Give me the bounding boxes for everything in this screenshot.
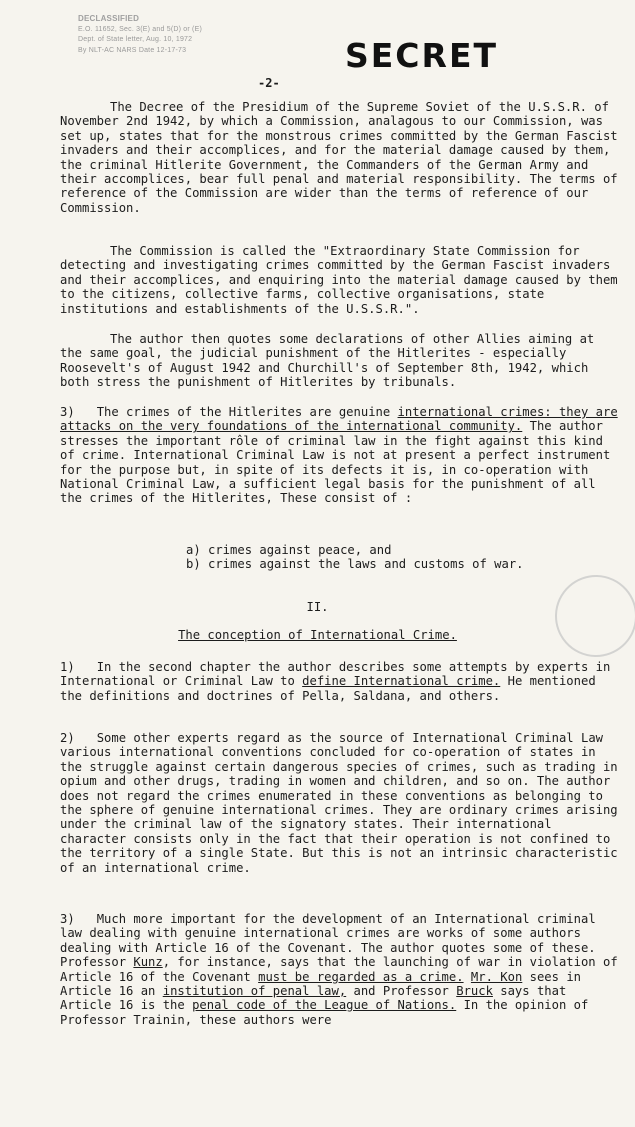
underlined-text: Kunz bbox=[133, 955, 163, 970]
paragraph-text: says that Article 16 is the bbox=[60, 984, 567, 1013]
underlined-text: Bruck bbox=[456, 984, 493, 999]
paragraph-text: The author then quotes some declarations of other Allies aiming at the same goal, the judicial punishment of the Hitlerites - especially Roosevelt's of August 1942 and Churchill's of September 8th, 1942, which both stress the punishment of Hitlerites by tribunals. bbox=[60, 332, 595, 390]
paragraph-number: 3) bbox=[60, 405, 75, 419]
paragraph-text bbox=[464, 970, 471, 984]
paragraph-number: 1) bbox=[60, 660, 75, 674]
paragraph-text: The crimes of the Hitlerites are genuine bbox=[96, 405, 398, 419]
paragraph-text: Much more important for the development of an International criminal law dealing with genuine international crimes are works of some authors dealing with Article 16 of the Covenant. The author quotes some of these. Professor bbox=[60, 912, 596, 970]
paragraph-text: and Professor bbox=[346, 984, 457, 999]
section-paragraph-1 bbox=[60, 660, 620, 703]
classification-stamp: SECRET bbox=[345, 36, 498, 75]
underlined-text: define International crime. bbox=[302, 674, 501, 689]
section-title: The conception of International Crime. bbox=[178, 628, 457, 642]
archive-seal-stamp bbox=[543, 563, 635, 668]
paragraph-text: The Commission is called the "Extraordinary State Commission for detecting and investigating crimes committed by the German Fascist invaders and their accomplices, and enquiring into the material damage caused by them to the citizens, collective farms, collective organisations, state institutions and establishments of the U.S.S.R.". bbox=[60, 244, 618, 316]
underlined-text: international crimes: they are attacks on the very foundations of the international community. bbox=[60, 405, 618, 434]
section-paragraph-3 bbox=[60, 912, 620, 1027]
declassification-stamp bbox=[78, 14, 202, 56]
crime-list bbox=[186, 543, 524, 572]
paragraph-number: 3) bbox=[60, 912, 75, 926]
paragraph bbox=[60, 244, 620, 316]
paragraph-text: sees in Article 16 an bbox=[60, 969, 581, 999]
paragraph-text: He mentioned the definitions and doctrines of Pella, Saldana, and others. bbox=[60, 674, 596, 703]
section-number: II. bbox=[306, 600, 329, 614]
page-number: -2- bbox=[258, 76, 280, 90]
underlined-text: Mr. Kon bbox=[470, 969, 523, 984]
list-item: a) crimes against peace, and bbox=[186, 543, 392, 557]
list-item: b) crimes against the laws and customs of war. bbox=[186, 557, 524, 572]
paragraph-3 bbox=[60, 405, 620, 506]
paragraph-text: The Decree of the Presidium of the Supreme Soviet of the U.S.S.R. of November 2nd 1942, by which a Commission, analagous to our Commission, was set up, states that for the monstrous crimes committed by the German Fascist invaders and their accomplices, and for the material damage caused by them, the criminal Hitlerite Government, the Commanders of the German Army and their accomplices, bear full penal and material responsibility. The terms of reference of the Commission are wider than the terms of reference of our Commission. bbox=[60, 100, 618, 215]
declass-line: E.O. 11652, Sec. 3(E) and 5(D) or (E) bbox=[78, 25, 202, 33]
declass-line: By NLT-AC NARS Date 12-17-73 bbox=[78, 46, 187, 54]
paragraph-text: , for instance, says that the launching of war in violation of Article 16 of the Covenant bbox=[60, 955, 618, 984]
underlined-text: institution of penal law, bbox=[162, 984, 347, 999]
paragraph bbox=[60, 332, 620, 390]
paragraph-text: In the second chapter the author describes some attempts by experts in International or Criminal Law to bbox=[60, 660, 611, 689]
declass-line: Dept. of State letter, Aug. 10, 1972 bbox=[78, 36, 193, 43]
paragraph-text: In the opinion of Professor Trainin, these authors were bbox=[60, 998, 589, 1027]
paragraph-text: The author stresses the important rôle of criminal law in the fight against this kind of crime. International Criminal Law is not at present a perfect instrument for the purpose but, in spite of its defects it is, in co-operation with National Criminal Law, a sufficient legal basis for the punishment of all the crimes of the Hitlerites, These consist of : bbox=[60, 419, 611, 506]
declass-title: DECLASSIFIED bbox=[78, 14, 140, 23]
underlined-text: must be regarded as a crime. bbox=[258, 969, 464, 984]
paragraph-text: Some other experts regard as the source of International Criminal Law various international conventions concluded for co-operation of states in the struggle against certain dangerous species of crimes, such as trading in opium and other drugs, trading in women and children, and so on. The author does not regard the crimes enumerated in these conventions as belonging to the sphere of genuine international crimes. They are ordinary crimes arising under the criminal law of the signatory states. Their international character consists only in the fact that their operation is not confined to the territory of a single State. But this is not an intrinsic characteristic of an international crime. bbox=[60, 731, 618, 875]
section-paragraph-2 bbox=[60, 731, 620, 875]
paragraph-number: 2) bbox=[60, 731, 75, 745]
paragraph bbox=[60, 100, 620, 215]
underlined-text: penal code of the League of Nations. bbox=[192, 998, 457, 1013]
